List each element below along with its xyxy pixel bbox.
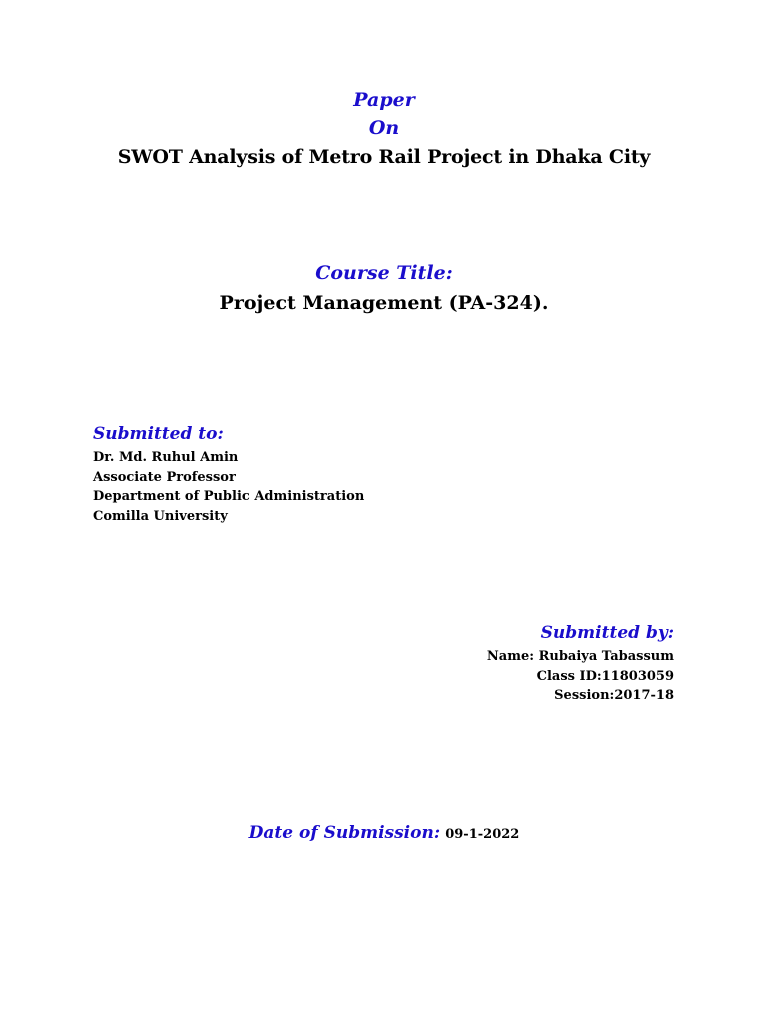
supervisor-designation: Associate Professor [93, 469, 236, 485]
on-label: On [368, 117, 400, 139]
submitted-to-label: Submitted to: [93, 424, 224, 444]
submission-date-value: 09-1-2022 [445, 827, 520, 842]
paper-label: Paper [353, 89, 415, 111]
student-name: Name: Rubaiya Tabassum [486, 649, 674, 664]
student-class-id: Class ID:11803059 [536, 668, 674, 684]
course-title-value: Project Management (PA-324). [219, 292, 549, 314]
submission-date-label: Date of Submission: [248, 823, 441, 843]
submitted-by-label: Submitted by: [540, 623, 674, 643]
supervisor-department: Department of Public Administration [93, 489, 365, 504]
student-session: Session:2017-18 [554, 688, 674, 703]
submission-date-line [0, 823, 768, 843]
submitted-to-section [93, 424, 364, 526]
course-title-label: Course Title: [315, 262, 453, 284]
supervisor-university: Comilla University [93, 508, 228, 524]
submitted-by-section [487, 623, 674, 706]
supervisor-name: Dr. Md. Ruhul Amin [93, 450, 239, 465]
paper-title: SWOT Analysis of Metro Rail Project in Dhaka City [117, 146, 651, 168]
